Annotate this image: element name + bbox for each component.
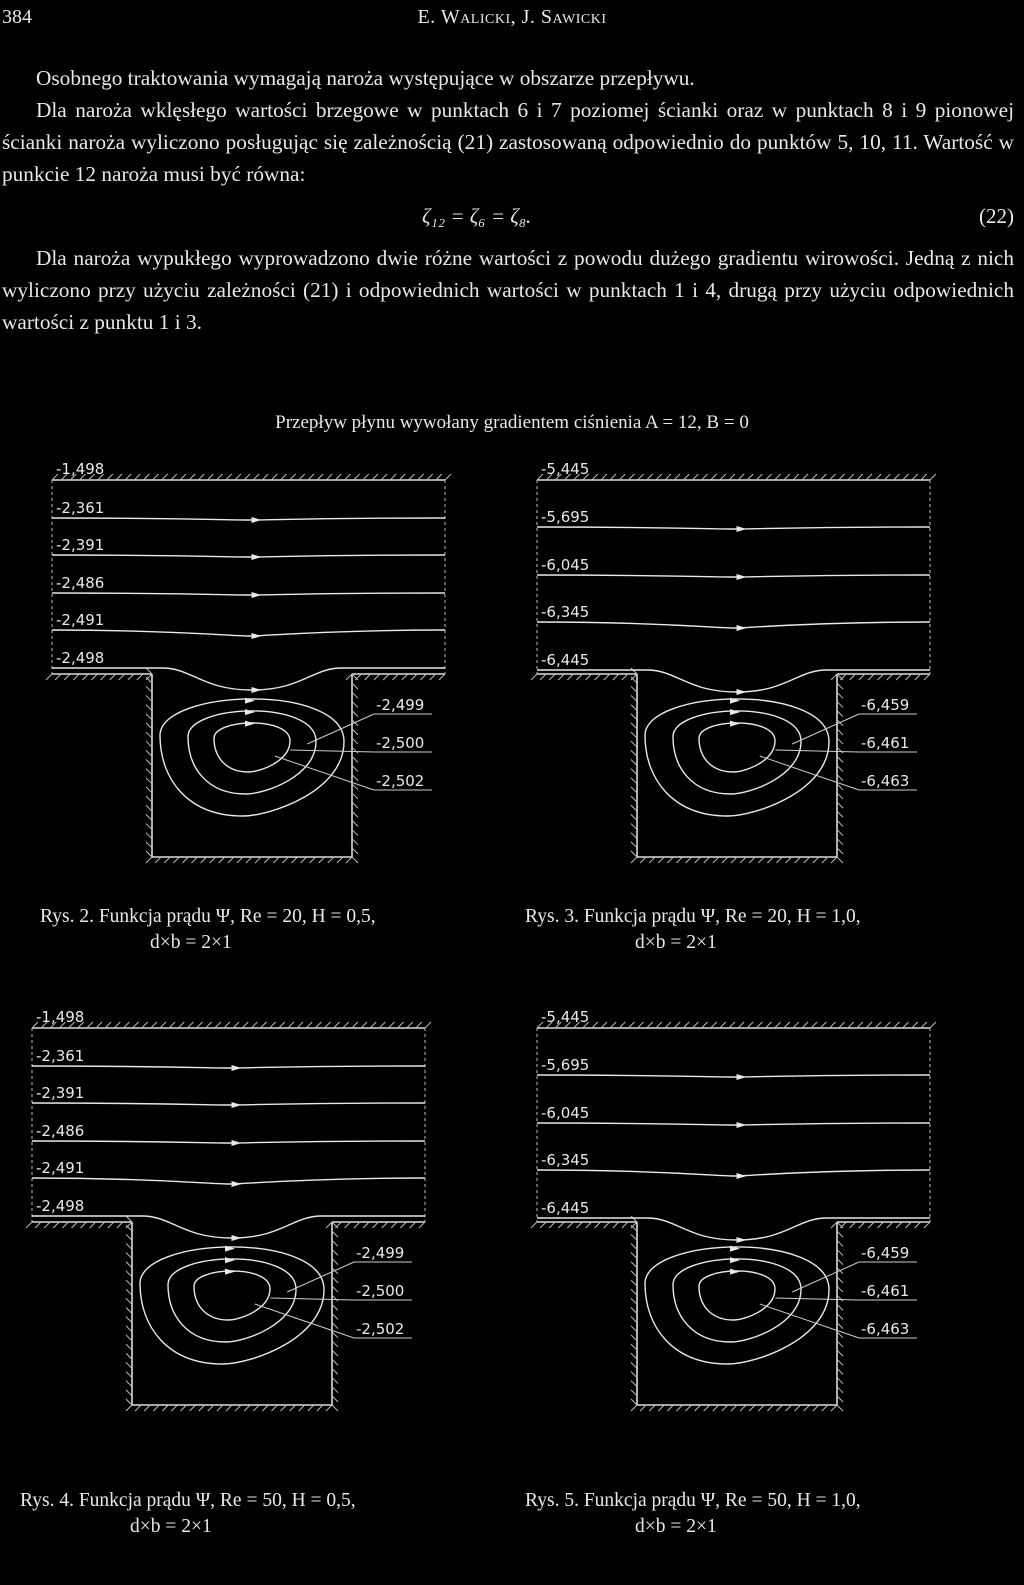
vortex-arrow xyxy=(730,709,740,715)
streamline-plot-rys5 xyxy=(525,1000,945,1430)
streamline xyxy=(537,1075,930,1077)
streamline xyxy=(52,630,445,636)
caption-rys4-line2: d×b = 2×1 xyxy=(130,1516,212,1537)
figure-group-title: Przepływ płynu wywołany gradientem ciśnienia A = 12, B = 0 xyxy=(275,412,749,433)
streamline-label: -5,695 xyxy=(541,1056,590,1074)
streamline xyxy=(537,527,930,529)
figure-rys3 xyxy=(525,452,945,882)
vortex-leader xyxy=(760,756,859,790)
top-wall-hatch xyxy=(52,474,451,480)
vortex-label: -6,459 xyxy=(861,696,910,714)
vortex-leader xyxy=(270,1298,354,1300)
vortex-label: -6,459 xyxy=(861,1244,910,1262)
vortex-leader xyxy=(775,750,859,752)
streamline-label: -6,345 xyxy=(541,1151,590,1169)
caption-rys2-line2: d×b = 2×1 xyxy=(150,932,232,953)
figure-rys4 xyxy=(20,1000,440,1430)
streamline-label: -5,445 xyxy=(541,460,590,478)
cavity-wall-left-hatch xyxy=(126,1216,132,1405)
vortex-label: -2,499 xyxy=(356,1244,405,1262)
top-wall-hatch xyxy=(537,1022,936,1028)
streamline-label: -5,445 xyxy=(541,1008,590,1026)
streamline-label: -2,486 xyxy=(36,1122,85,1140)
vortex-streamline xyxy=(160,699,344,816)
streamline-label: -2,361 xyxy=(56,499,105,517)
streamline-label: -6,345 xyxy=(541,603,590,621)
streamline xyxy=(537,1170,930,1176)
flow-arrow xyxy=(737,1237,747,1243)
streamline xyxy=(537,622,930,628)
vortex-label: -2,502 xyxy=(376,772,425,790)
step-wall-right-hatch xyxy=(831,674,930,680)
streamline-label: -2,391 xyxy=(56,536,105,554)
figure-rys2 xyxy=(40,452,460,882)
page-number: 384 xyxy=(2,6,32,28)
page-header xyxy=(0,6,1024,40)
cavity-wall-left-hatch xyxy=(631,668,637,857)
caption-rys4 xyxy=(20,1488,356,1540)
equation-number: (22) xyxy=(979,204,1014,228)
step-wall-right-hatch xyxy=(346,674,445,680)
running-head: E. Walicki, J. Sawicki xyxy=(417,6,607,28)
streamline-label: -2,491 xyxy=(36,1159,85,1177)
caption-rys5 xyxy=(525,1488,861,1540)
streamline-label: -2,498 xyxy=(56,649,105,667)
vortex-streamline xyxy=(645,699,829,816)
cavity-bottom-wall-hatch xyxy=(631,857,837,863)
vortex-label: -6,461 xyxy=(861,1282,910,1300)
vortex-streamline xyxy=(699,723,775,772)
vortex-streamline xyxy=(645,1247,829,1364)
cavity-wall-right-hatch xyxy=(837,1222,843,1411)
streamline-label: -2,491 xyxy=(56,611,105,629)
flow-arrow xyxy=(252,633,262,639)
caption-rys5-line2: d×b = 2×1 xyxy=(635,1516,717,1537)
paragraph-2: Dla naroża wklęsłego wartości brzegowe w punktach 6 i 7 poziomej ścianki oraz w punktach 8 i 9 pionowej ścianki naroża wyliczono posługując się zależnością (21) zastosowaną odpowiednio do punktów 5, 10, 11. Wartość w punkcie 12 naroża musi być równa: xyxy=(2,98,1014,186)
vortex-leader xyxy=(775,1298,859,1300)
vortex-streamline xyxy=(140,1247,324,1364)
streamline-label: -2,391 xyxy=(36,1084,85,1102)
flow-arrow xyxy=(252,554,262,560)
vortex-label: -6,463 xyxy=(861,1320,910,1338)
caption-rys4-line1: Rys. 4. Funkcja prądu Ψ, Re = 50, H = 0,5, xyxy=(20,1490,356,1511)
streamline-plot-rys4 xyxy=(20,1000,440,1430)
flow-arrow xyxy=(232,1181,242,1187)
vortex-leader xyxy=(307,714,374,744)
streamline xyxy=(537,575,930,577)
streamline xyxy=(537,1123,930,1125)
vortex-label: -2,500 xyxy=(376,734,425,752)
streamline-label: -1,498 xyxy=(56,460,105,478)
step-wall-left-hatch xyxy=(531,674,637,680)
vortex-arrow xyxy=(730,1257,740,1263)
streamline-label: -2,498 xyxy=(36,1197,85,1215)
streamline-label: -6,045 xyxy=(541,1104,590,1122)
step-wall-left-hatch xyxy=(26,1222,132,1228)
flow-arrow xyxy=(232,1140,242,1146)
caption-rys3-line2: d×b = 2×1 xyxy=(635,932,717,953)
vortex-arrow xyxy=(730,1269,740,1275)
vortex-streamline xyxy=(214,723,290,772)
streamline-label: -6,045 xyxy=(541,556,590,574)
flow-arrow xyxy=(737,526,747,532)
vortex-label: -6,461 xyxy=(861,734,910,752)
flow-arrow xyxy=(252,517,262,523)
vortex-arrow xyxy=(245,721,255,727)
flow-arrow xyxy=(252,592,262,598)
equation-22 xyxy=(2,190,1014,242)
streamline xyxy=(32,1141,425,1143)
flow-arrow xyxy=(737,574,747,580)
step-wall-right-hatch xyxy=(326,1222,425,1228)
flow-arrow xyxy=(737,625,747,631)
streamline xyxy=(32,1178,425,1184)
caption-rys2 xyxy=(40,904,376,956)
vortex-streamline xyxy=(699,1271,775,1320)
cavity-wall-right-hatch xyxy=(352,674,358,863)
cavity-wall-left-hatch xyxy=(631,1216,637,1405)
streamline-plot-rys3 xyxy=(525,452,945,882)
vortex-streamline xyxy=(194,1271,270,1320)
streamline-label: -6,445 xyxy=(541,651,590,669)
streamline-label: -2,486 xyxy=(56,574,105,592)
top-wall-hatch xyxy=(32,1022,431,1028)
vortex-label: -2,499 xyxy=(376,696,425,714)
cavity-wall-right-hatch xyxy=(837,674,843,863)
vortex-arrow xyxy=(245,709,255,715)
vortex-leader xyxy=(275,756,374,790)
streamline-label: -2,361 xyxy=(36,1047,85,1065)
flow-arrow xyxy=(737,1074,747,1080)
vortex-label: -2,502 xyxy=(356,1320,405,1338)
cavity-wall-right-hatch xyxy=(332,1222,338,1411)
cavity-bottom-wall-hatch xyxy=(146,857,352,863)
streamline xyxy=(52,593,445,595)
cavity-bottom-wall-hatch xyxy=(631,1405,837,1411)
cavity-wall-left-hatch xyxy=(146,668,152,857)
article-body xyxy=(2,62,1014,338)
step-wall-right-hatch xyxy=(831,1222,930,1228)
streamline-label: -6,445 xyxy=(541,1199,590,1217)
streamline-plot-rys2 xyxy=(40,452,460,882)
caption-rys3 xyxy=(525,904,861,956)
cavity-bottom-wall-hatch xyxy=(126,1405,332,1411)
paragraph-3: Dla naroża wypukłego wyprowadzono dwie różne wartości z powodu dużego gradientu wirowości. Jedną z nich wyliczono przy użyciu zależności (21) i odpowiednich wartości w punktach 1 i 4, drugą przy użyciu odpowiednich wartości z punktu 1 i 3. xyxy=(2,246,1014,334)
top-wall-hatch xyxy=(537,474,936,480)
flow-arrow xyxy=(232,1102,242,1108)
streamline-label: -5,695 xyxy=(541,508,590,526)
step-wall-left-hatch xyxy=(46,674,152,680)
vortex-leader xyxy=(792,1262,859,1292)
streamline xyxy=(52,555,445,557)
flow-arrow xyxy=(232,1235,242,1241)
vortex-arrow xyxy=(730,721,740,727)
vortex-leader xyxy=(287,1262,354,1292)
caption-rys3-line1: Rys. 3. Funkcja prądu Ψ, Re = 20, H = 1,0, xyxy=(525,906,861,927)
step-wall-left-hatch xyxy=(531,1222,637,1228)
flow-arrow xyxy=(737,689,747,695)
vortex-leader xyxy=(255,1304,354,1338)
streamline-label: -1,498 xyxy=(36,1008,85,1026)
vortex-label: -6,463 xyxy=(861,772,910,790)
paragraph-1: Osobnego traktowania wymagają naroża występujące w obszarze przepływu. xyxy=(36,66,695,90)
vortex-leader xyxy=(792,714,859,744)
streamline xyxy=(52,518,445,520)
caption-rys2-line1: Rys. 2. Funkcja prądu Ψ, Re = 20, H = 0,5, xyxy=(40,906,376,927)
streamline xyxy=(32,1066,425,1068)
vortex-arrow xyxy=(225,1257,235,1263)
equation-formula: ζ₁₂ = ζ₆ = ζ₈. xyxy=(422,204,532,228)
vortex-leader xyxy=(290,750,374,752)
vortex-arrow xyxy=(225,1269,235,1275)
vortex-label: -2,500 xyxy=(356,1282,405,1300)
flow-arrow xyxy=(252,687,262,693)
flow-arrow xyxy=(232,1065,242,1071)
figure-rys5 xyxy=(525,1000,945,1430)
vortex-leader xyxy=(760,1304,859,1338)
flow-arrow xyxy=(737,1173,747,1179)
flow-arrow xyxy=(737,1122,747,1128)
caption-rys5-line1: Rys. 5. Funkcja prądu Ψ, Re = 50, H = 1,0, xyxy=(525,1490,861,1511)
streamline xyxy=(32,1103,425,1105)
